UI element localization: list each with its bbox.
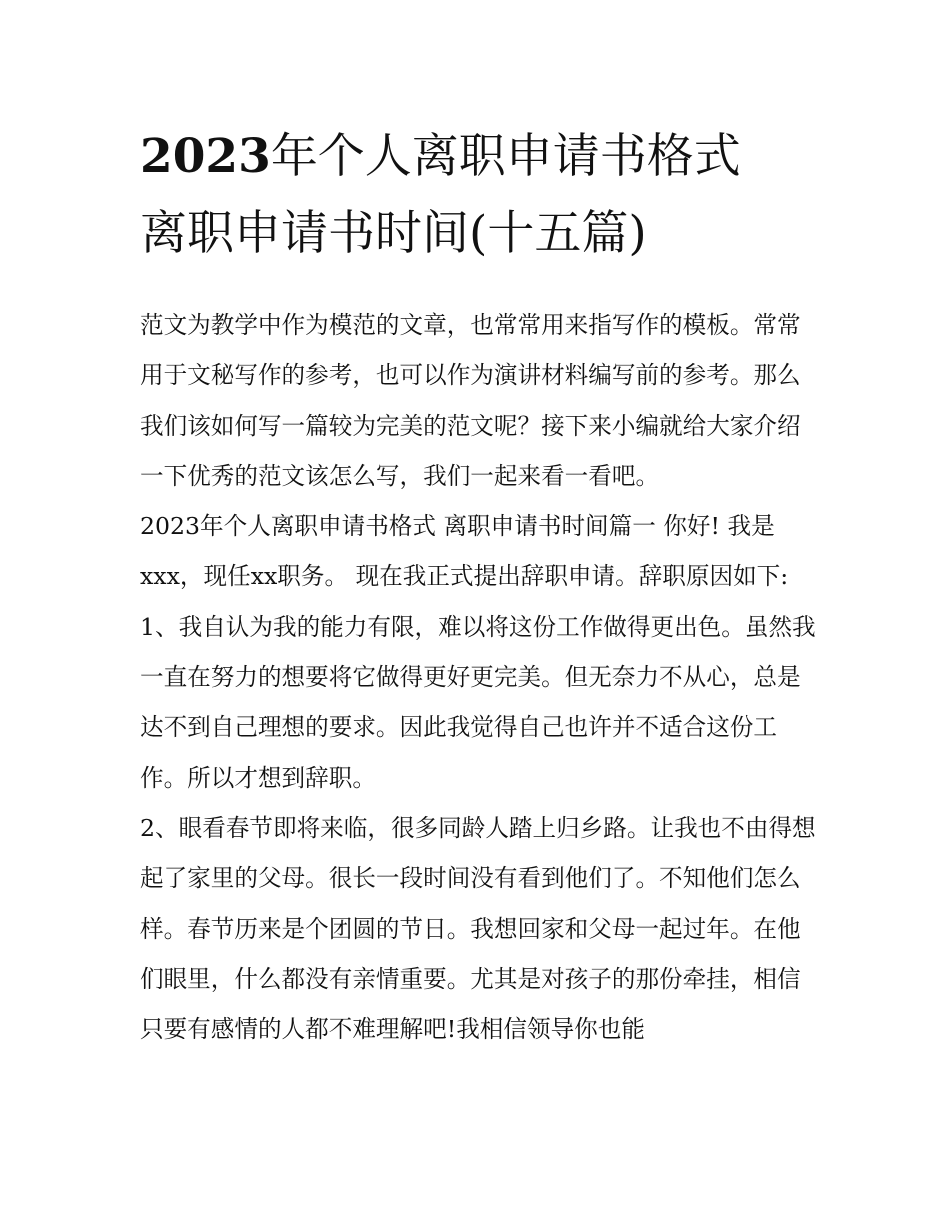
intro-paragraph: 范文为教学中作为模范的文章，也常常用来指写作的模板。常常用于文秘写作的参考，也可以作为演讲材料编写前的参考。那么我们该如何写一篇较为完美的范文呢？接下来小编就给大家介绍一下优秀的范文该怎么写，我们一起来看一看吧。 — [140, 311, 801, 490]
letter-opening-paragraph: 2023年个人离职申请书格式 离职申请书时间篇一 你好! 我是xxx，现任xx职务。 现在我正式提出辞职申请。辞职原因如下: — [140, 512, 789, 591]
document-page — [140, 118, 820, 1054]
document-title — [140, 118, 820, 272]
title-year: 2023 — [140, 129, 271, 184]
title-line1-text: 年个人离职申请书格式 — [270, 129, 741, 184]
reason-2-paragraph: 2、眼看春节即将来临，很多同龄人踏上归乡路。让我也不由得想起了家里的父母。很长一段时间没有看到他们了。不知他们怎么样。春节历来是个团圆的节日。我想回家和父母一起过年。在他们眼里，什么都没有亲情重要。尤其是对孩子的那份牵挂，相信只要有感情的人都不难理解吧!我相信领导你也能 — [140, 813, 816, 1044]
reason-1-paragraph: 1、我自认为我的能力有限，难以将这份工作做得更出色。虽然我一直在努力的想要将它做得更好更完美。但无奈力不从心，总是达不到自己理想的要求。因此我觉得自己也许并不适合这份工作。所以才想到辞职。 — [140, 612, 816, 792]
title-line2-text: 离职申请书时间(十五篇) — [140, 206, 647, 261]
